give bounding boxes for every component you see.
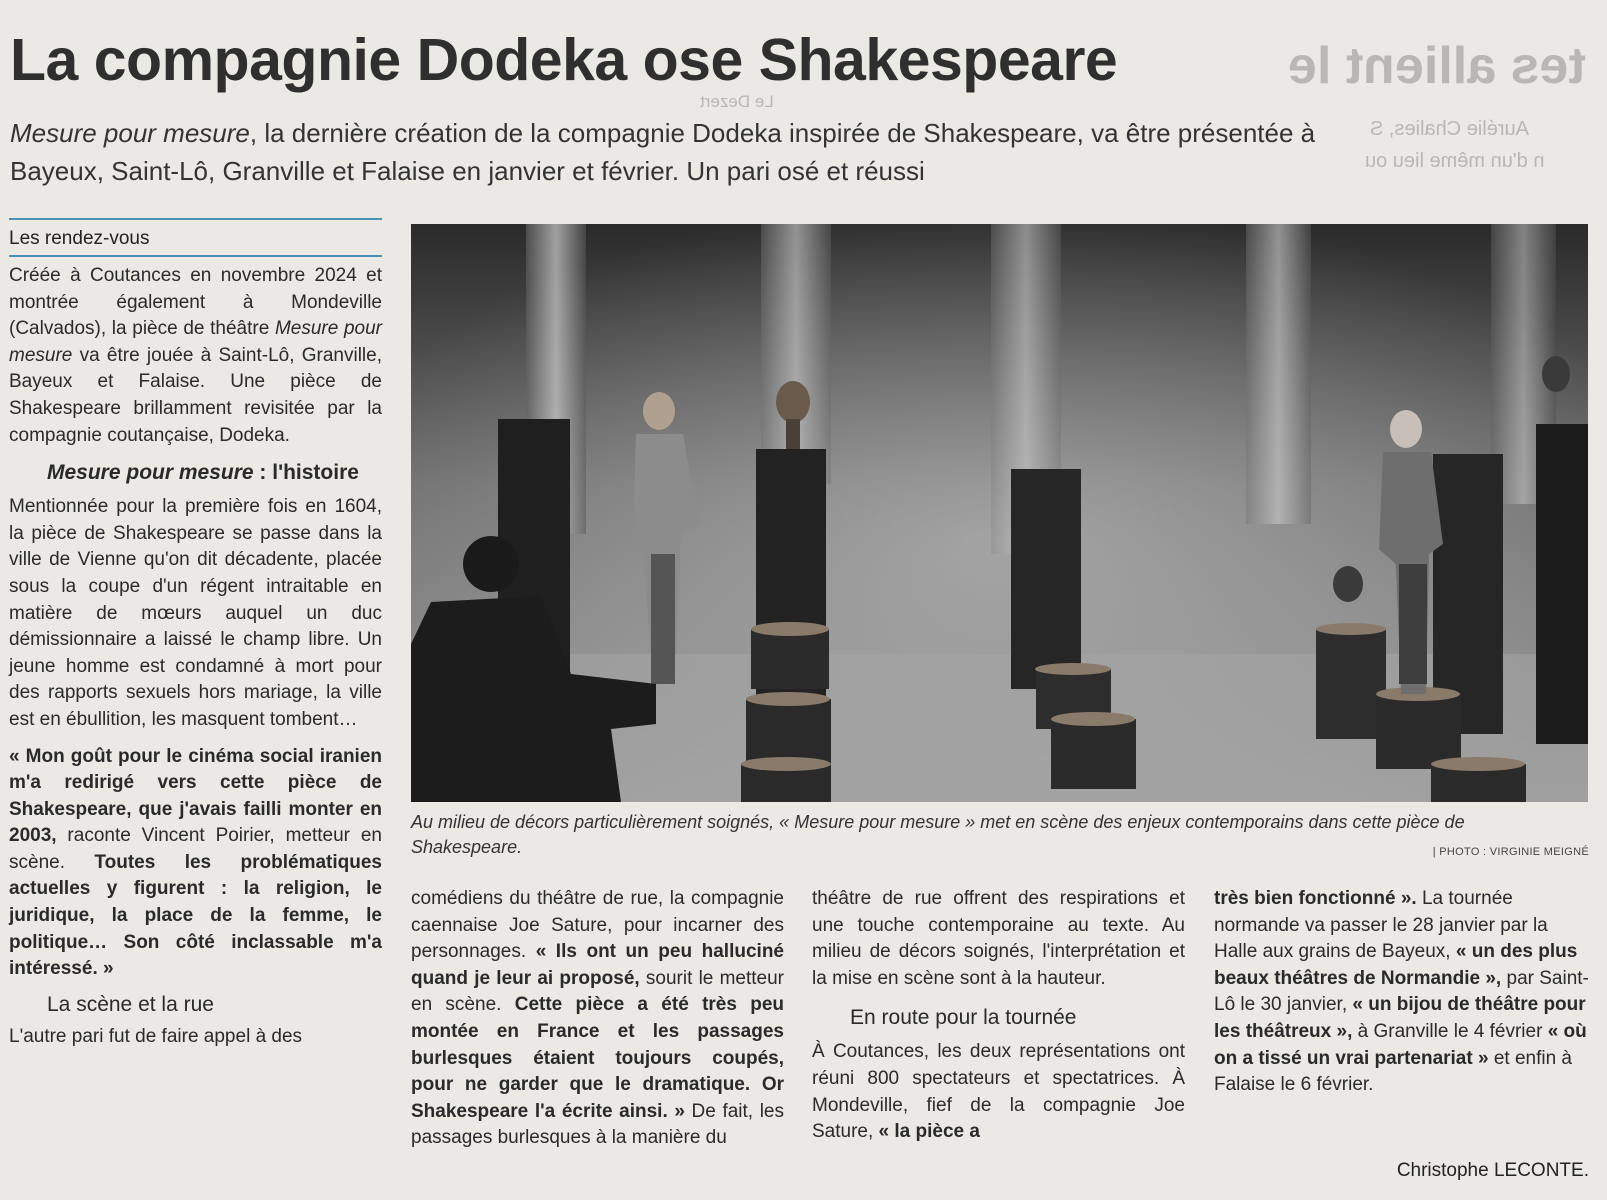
headline: La compagnie Dodeka ose Shakespeare [10,27,1118,93]
column-3-text: théâtre de rue offrent des respirations et une touche contemporaine au texte. Au milieu de décors soignés, l'interprétation et la mise en scène sont à la hauteur. [812,888,1185,989]
text-run: À Coutances, les deux représentations ont réuni 800 spectateurs et spectatrices. À Mondeville, fief de la compagnie Joe Sature, [812,1041,1185,1143]
text-run: De fait, les passages burlesques à la manière du [411,1100,784,1149]
story-paragraph: Mentionnée pour la première fois en 1604, la pièce de Shakespeare se passe dans la ville de Vienne qu'on dit décadente, placée sous la coupe d'un régent intraitable en matière de mœurs auquel un duc démissionnaire a laissé le champ libre. Un jeune homme est condamné à mort pour des rapports sexuels hors mariage, la ville est en ébullition, les masquent tombent… [9,496,382,730]
text-run: La tournée normande va passer le 28 janvier par la Halle aux grains de Bayeux, [1214,888,1548,963]
sidebar-heading: Les rendez-vous [9,228,382,257]
quote: Toutes les problématiques actuelles y figurent : la religion, le juridique, la place de la femme, le politique… Son côté inclassable m'a intéressé. » [9,851,382,980]
text-run: va être jouée à Saint-Lô, Granville, Bayeux et Falaise. Une pièce de Shakespeare brillamment revisitée par la compagnie coutançaise, Dodeka. [9,344,382,446]
subheading-scene: La scène et la rue [47,992,214,1016]
stage-photo [411,224,1588,802]
quote: « un des plus beaux théâtres de Normandie », [1214,941,1578,989]
quote: « un bijou de théâtre pour les théâtreux », [1214,994,1586,1042]
text-run: comédiens du théâtre de rue, la compagnie caennaise Joe Sature, pour incarner des personnages. [411,888,784,963]
text-run: sourit le metteur en scène. [411,967,785,1016]
quote: très bien fonctionné ». [1214,888,1417,909]
quote: « Mon goût pour le cinéma social iranien m'a redirigé vers cette pièce de Shakespeare, que j'avais failli monter en 2003, [9,745,382,847]
bleedthrough-title: tes allient le [1288,37,1586,95]
bleedthrough-line: Aurélie Chalies, S [1370,118,1529,140]
column-3-tour-text [812,1039,1185,1145]
chapeau [10,114,1340,190]
sidebar-column [9,218,382,1050]
photo-credit: | PHOTO : VIRGINIE MEIGNÉ [1432,846,1589,858]
subheading-histoire [47,459,382,486]
text-run: et enfin à Falaise le 6 février. [1214,1047,1572,1096]
chapeau-text: , la dernière création de la compagnie Dodeka inspirée de Shakespeare, va être présentée à Bayeux, Saint-Lô, Granville et Falaise en janvier et février. Un pari osé et réussi [10,118,1316,186]
text-run: Créée à Coutances en novembre 2024 et montrée également à Mondeville (Calvados), la pièce de théâtre [9,265,382,340]
scene-paragraph: L'autre pari fut de faire appel à des [9,1025,303,1047]
text-run: à Granville le 4 février [1352,1020,1548,1042]
quote: Cette pièce a été très peu montée en France et les passages burlesques étaient toujours coupés, pour ne garder que le dramatique. Or Shakespeare l'a écrite ainsi. » [411,994,785,1122]
subheading-tournee: En route pour la tournée [850,1006,1077,1030]
bleedthrough-line: Le Dezert [700,92,774,111]
play-title: Mesure pour mesure [9,318,382,366]
photo-caption: Au milieu de décors particulièrement soignés, « Mesure pour mesure » met en scène des enjeux contemporains dans cette pièce de Shakespeare. [411,812,1465,857]
article-column-4 [1214,886,1589,1099]
chapeau-italic: Mesure pour mesure [10,118,250,148]
quote: « la pièce a [878,1121,980,1143]
bleedthrough-line: n d'un même lieu ou [1365,150,1545,172]
sidebar-top-rule [9,218,382,220]
article-column-3 [812,886,1185,1146]
quote: « Ils ont un peu halluciné quand je leur ai proposé, [411,941,784,989]
column-2-text [411,886,784,1152]
article-column-2 [411,886,784,1152]
subheading-text: : l'histoire [253,461,359,485]
text-run: par Saint-Lô le 30 janvier, [1214,967,1589,1016]
quote: « où on a tissé un vrai partenariat » [1214,1020,1587,1069]
subheading-italic: Mesure pour mesure [47,461,254,485]
text-run: raconte Vincent Poirier, metteur en scène. [9,825,382,873]
quote-paragraph [9,744,382,983]
column-4-text [1214,886,1589,1099]
sidebar-paragraph [9,263,382,449]
author-signature: Christophe LECONTE. [1396,1160,1589,1181]
